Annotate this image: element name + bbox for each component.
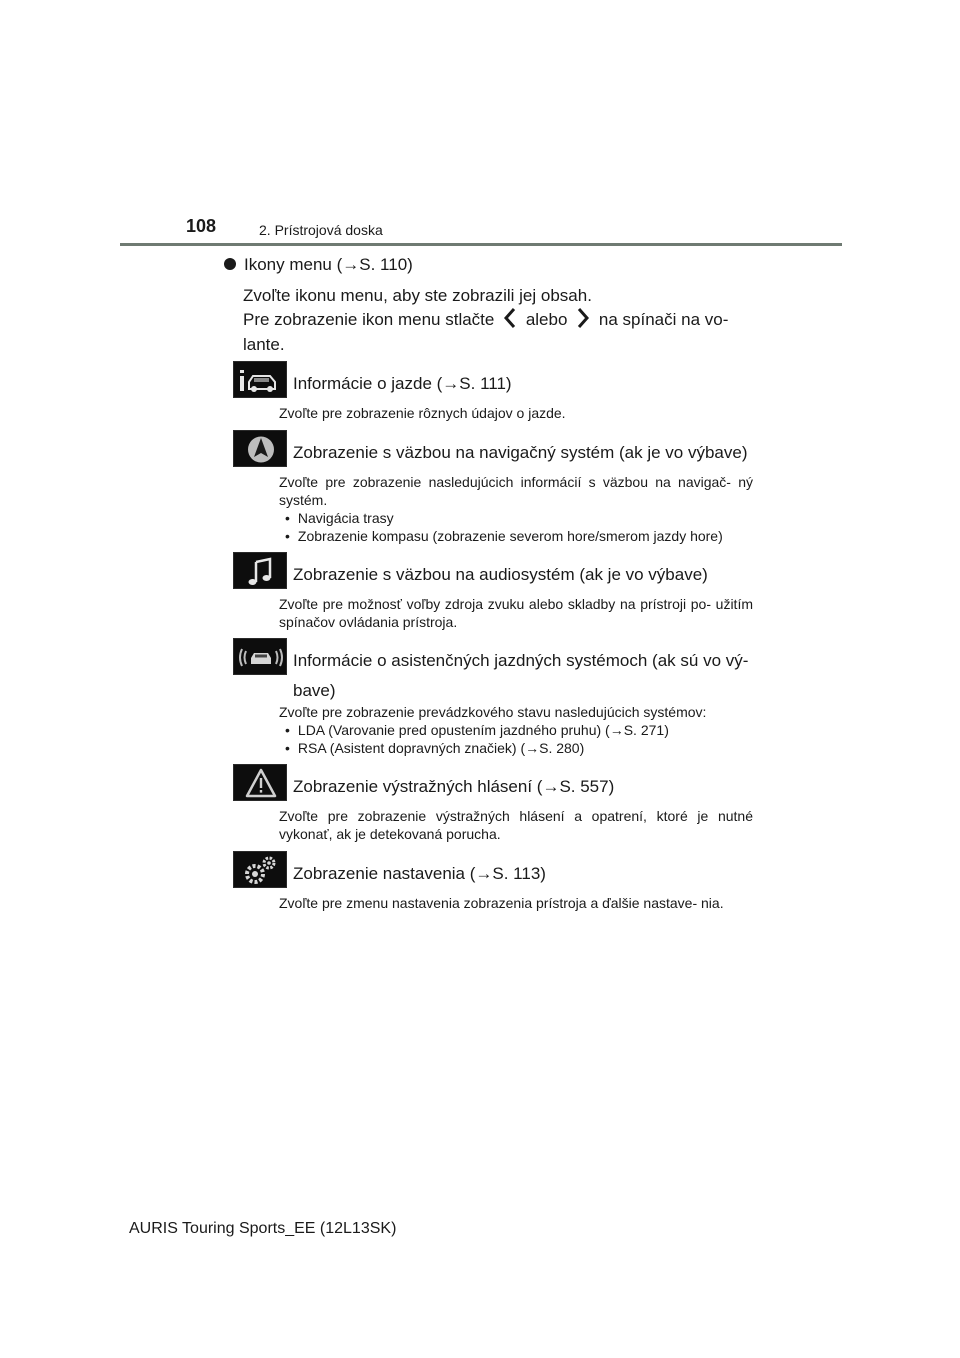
item-description bbox=[279, 404, 753, 422]
driver-assist-icon bbox=[233, 638, 287, 675]
car-info-icon bbox=[233, 361, 287, 398]
line2-before: Pre zobrazenie ikon menu stlačte bbox=[243, 310, 495, 329]
item-title: Informácie o jazde (→S. 111) bbox=[293, 374, 512, 393]
music-note-icon bbox=[233, 552, 287, 589]
item-title: Zobrazenie nastavenia (→S. 113) bbox=[293, 864, 546, 883]
item-desc-text: Zvoľte pre zobrazenie výstražných hlásení a opatrení, ktoré je nutné vykonať, ak je detekovaná porucha. bbox=[279, 808, 753, 842]
list-item: • RSA (Asistent dopravných značiek) (→S. 280) bbox=[285, 739, 753, 757]
page-number: 108 bbox=[186, 216, 217, 236]
item-desc-text: Zvoľte pre zobrazenie prevádzkového stavu nasledujúcich systémov: bbox=[279, 704, 707, 720]
section-line-2 bbox=[243, 307, 753, 357]
footer-text: AURIS Touring Sports_EE (12L13SK) bbox=[129, 1220, 397, 1237]
item-description bbox=[279, 473, 753, 545]
list-item: • Zobrazenie kompasu (zobrazenie severom hore/smerom jazdy hore) bbox=[285, 527, 753, 545]
line2-cont: lante. bbox=[243, 335, 285, 354]
chapter-title: 2. Prístrojová doska bbox=[259, 222, 383, 238]
section-heading-text: Ikony menu (→S. 110) bbox=[244, 255, 413, 274]
item-title: Zobrazenie s väzbou na navigačný systém (ak je vo výbave) bbox=[293, 443, 748, 462]
item-desc-text: Zvoľte pre zobrazenie rôznych údajov o jazde. bbox=[279, 405, 566, 421]
settings-gears-icon bbox=[233, 851, 287, 888]
line2-after: na spínači na vo- bbox=[598, 310, 729, 329]
chevron-left-icon bbox=[499, 307, 521, 329]
item-title: Informácie o asistenčných jazdných systémoch (ak sú vo vý- bave) bbox=[293, 651, 749, 700]
item-desc-text: Zvoľte pre možnosť voľby zdroja zvuku alebo skladby na prístroji po- užitím spínačov ovládania prístroja. bbox=[279, 596, 753, 630]
section-line-1: Zvoľte ikonu menu, aby ste zobrazili jej obsah. bbox=[243, 286, 592, 305]
item-description bbox=[279, 703, 753, 757]
list-item: • LDA (Varovanie pred opustením jazdného pruhu) (→S. 271) bbox=[285, 721, 753, 739]
item-description bbox=[279, 595, 753, 631]
header-rule bbox=[120, 243, 842, 246]
item-title: Zobrazenie výstražných hlásení (→S. 557) bbox=[293, 777, 615, 796]
navigation-icon bbox=[233, 430, 287, 467]
section-heading bbox=[224, 255, 413, 275]
item-description bbox=[279, 807, 753, 843]
item-description bbox=[279, 894, 753, 912]
list-item: • Navigácia trasy bbox=[285, 509, 753, 527]
bullet-dot-icon bbox=[224, 258, 236, 270]
line2-middle: alebo bbox=[525, 310, 568, 329]
chevron-right-icon bbox=[572, 307, 594, 329]
item-desc-text: Zvoľte pre zobrazenie nasledujúcich informácií s väzbou na navigač- ný systém. bbox=[279, 474, 753, 508]
warning-icon bbox=[233, 764, 287, 801]
item-title: Zobrazenie s väzbou na audiosystém (ak je vo výbave) bbox=[293, 565, 708, 584]
item-desc-text: Zvoľte pre zmenu nastavenia zobrazenia prístroja a ďalšie nastave- nia. bbox=[279, 895, 724, 911]
